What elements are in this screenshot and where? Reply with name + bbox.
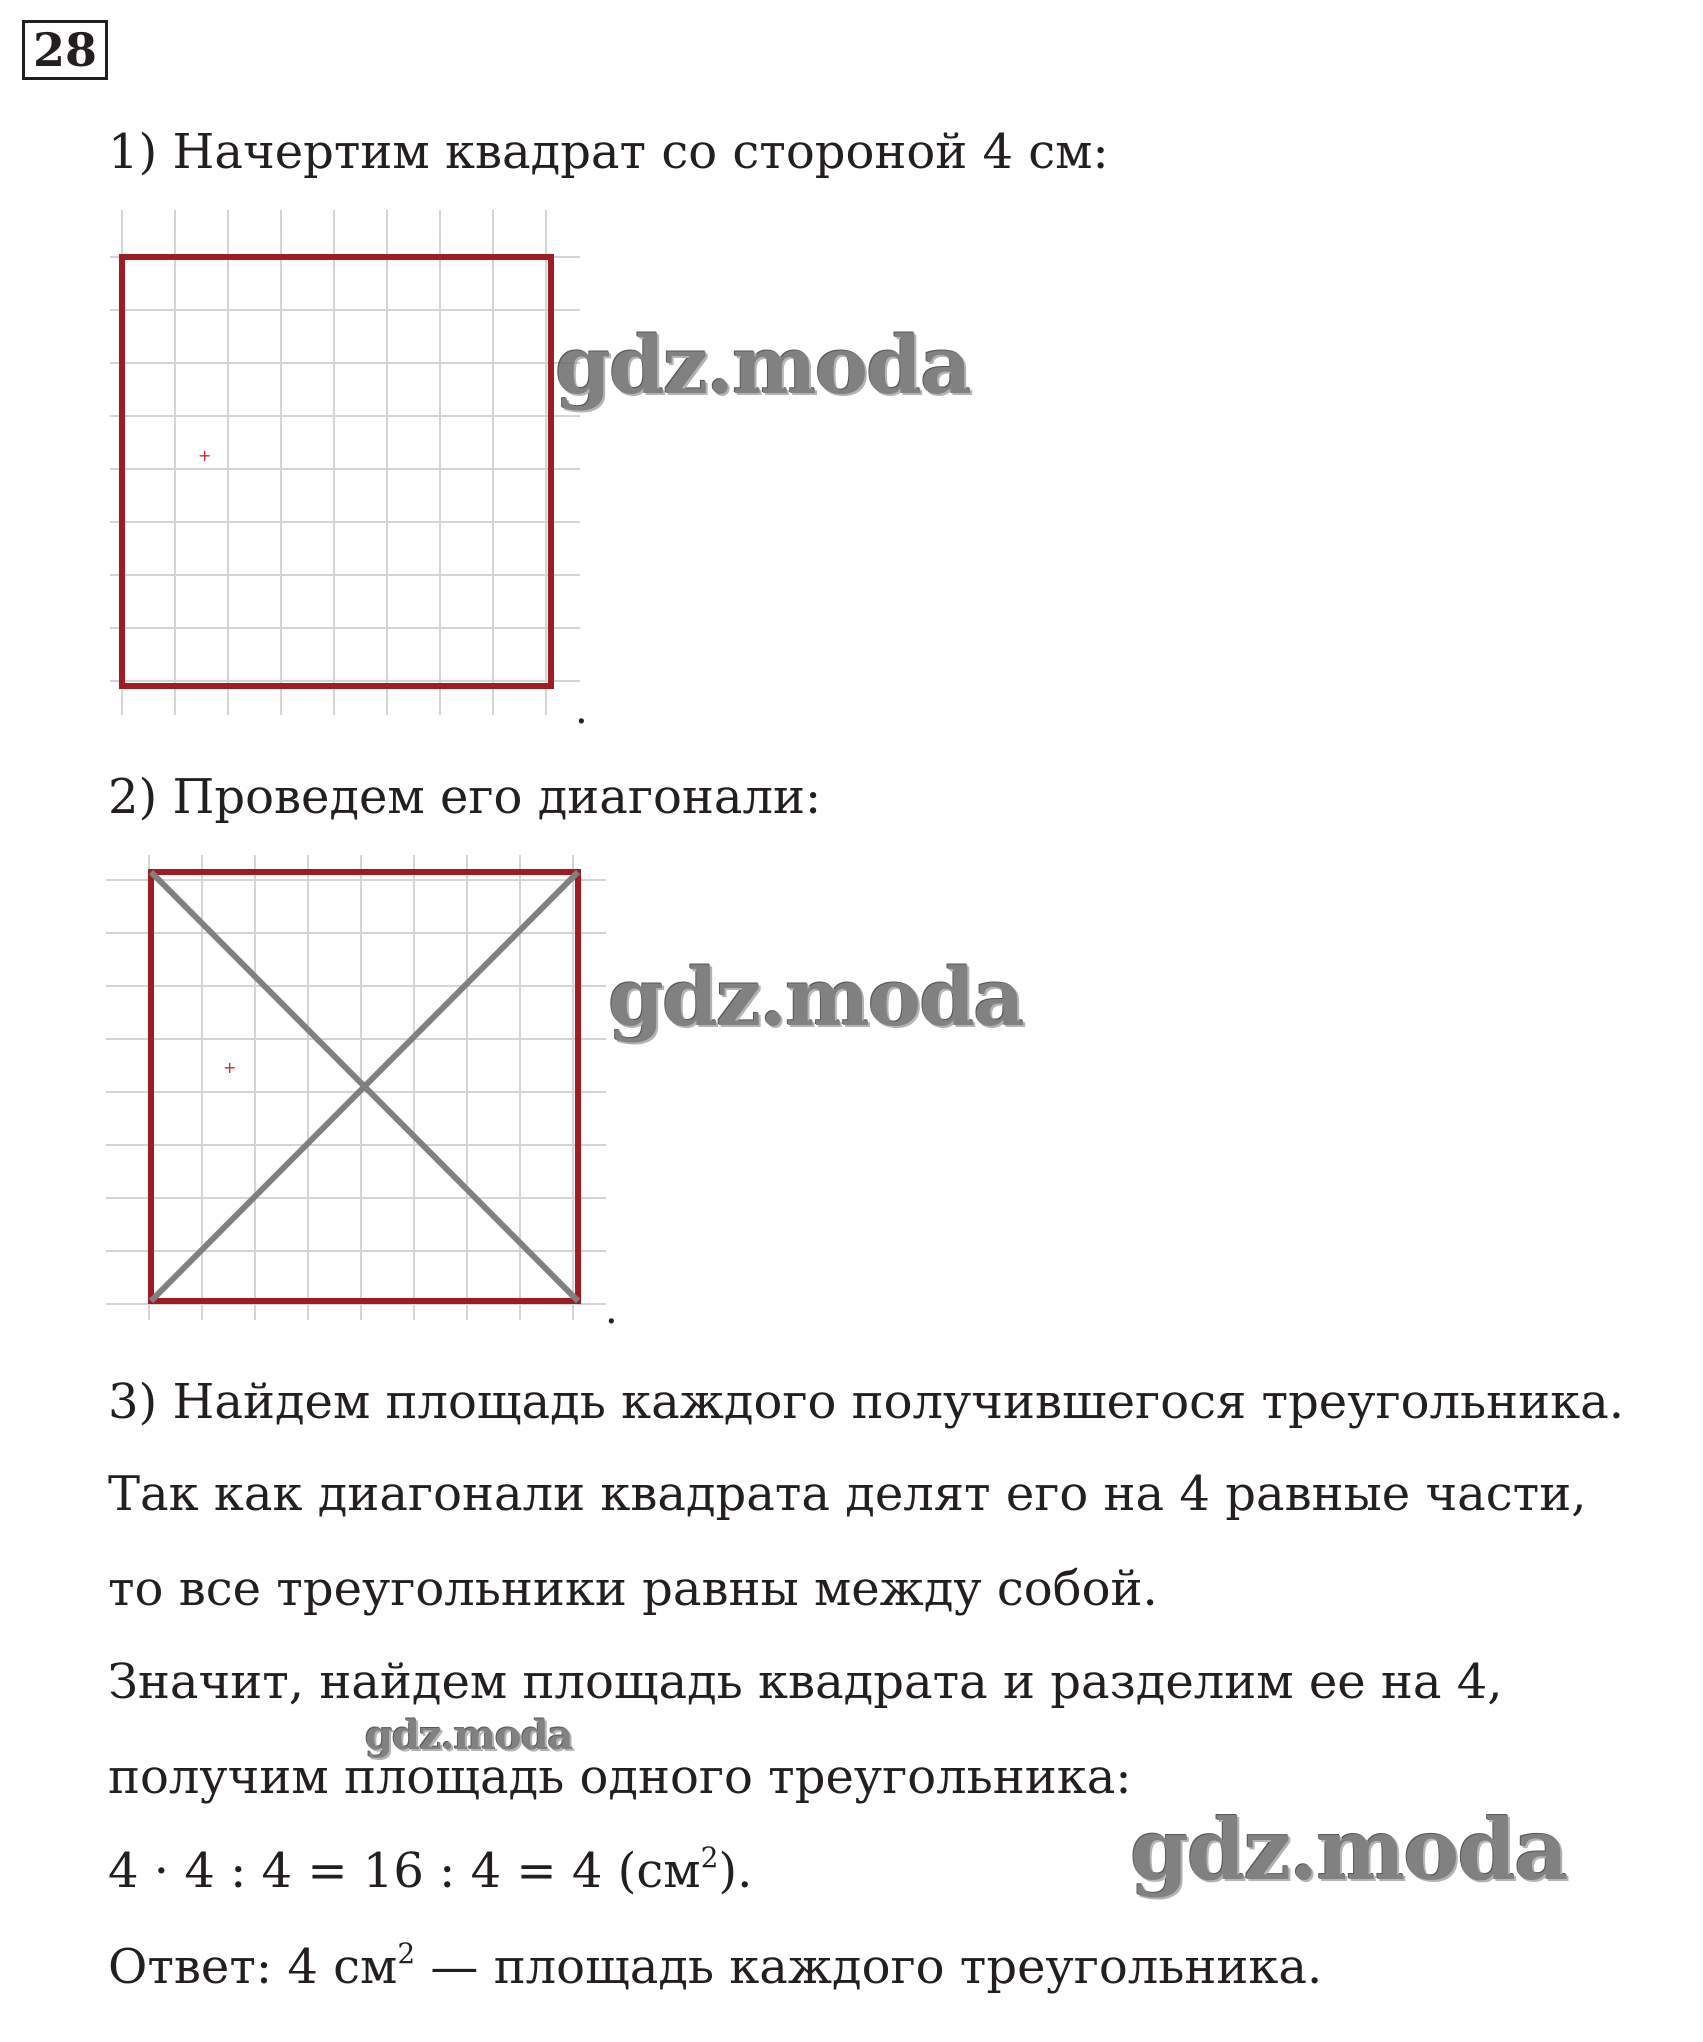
explanation-line-2: то все треугольники равны между собой.	[108, 1561, 1158, 1617]
explanation-line-3: Значит, найдем площадь квадрата и разделим ее на 4,	[108, 1654, 1503, 1710]
figure-2-end-mark: .	[605, 1287, 618, 1333]
answer-line	[108, 1937, 1323, 1995]
explanation-line-4: получим площадь одного треугольника:	[108, 1749, 1132, 1805]
answer-exponent: 2	[397, 1937, 416, 1970]
figure-square	[110, 205, 600, 733]
answer-main: Ответ: 4 см	[108, 1939, 398, 1995]
step-2-text: 2) Проведем его диагонали:	[108, 769, 822, 825]
step-1-text: 1) Начертим квадрат со стороной 4 см:	[108, 124, 1109, 180]
explanation-line-1: Так как диагонали квадрата делят его на 4 равные части,	[108, 1466, 1587, 1522]
center-dot: +	[198, 446, 212, 465]
formula-exponent: 2	[700, 1841, 719, 1874]
watermark-4: gdz.moda	[1130, 1800, 1567, 1899]
figure-1-end-mark: .	[575, 687, 588, 733]
task-number: 28	[22, 20, 108, 80]
grid-lines	[110, 210, 580, 715]
figure-square-diagonals	[106, 850, 626, 1333]
center-dot: +	[223, 1058, 237, 1077]
answer-end: — площадь каждого треугольника.	[415, 1939, 1323, 1995]
watermark-3: gdz.moda	[365, 1712, 573, 1759]
formula-main: 4 · 4 : 4 = 16 : 4 = 4 (см	[108, 1843, 701, 1899]
square-outline	[122, 257, 551, 686]
watermark-1: gdz.moda	[555, 318, 970, 412]
formula-line	[108, 1841, 753, 1899]
formula-end: ).	[718, 1843, 753, 1899]
watermark-2: gdz.moda	[608, 950, 1023, 1044]
step-3-text: 3) Найдем площадь каждого получившегося треугольника.	[108, 1374, 1624, 1430]
